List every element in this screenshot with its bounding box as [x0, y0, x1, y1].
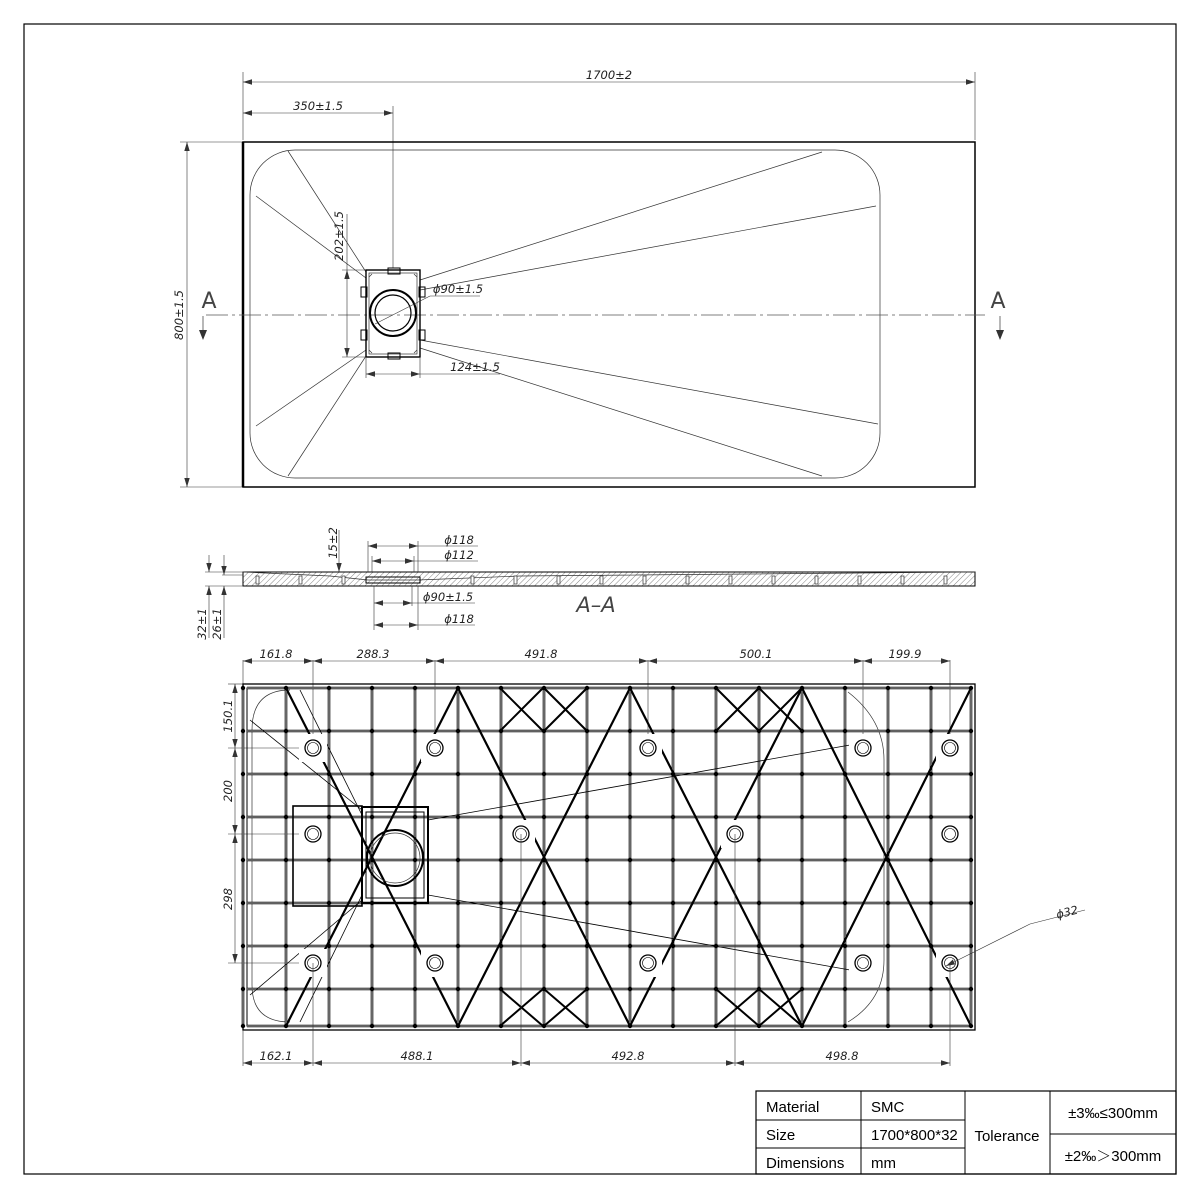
drain-offset-dim: 350±1.5	[293, 99, 343, 113]
rib-node	[757, 987, 761, 991]
bottom-dim-4: 498.8	[825, 1049, 859, 1063]
material-value: SMC	[871, 1099, 905, 1116]
overall-length-dim: 1700±2	[585, 68, 633, 82]
rib-node	[843, 1024, 847, 1028]
section-profile	[243, 572, 975, 586]
rib-node	[585, 858, 589, 862]
rib-node	[284, 944, 288, 948]
rib-node	[757, 901, 761, 905]
rib-node	[241, 1024, 245, 1028]
rib-node	[327, 901, 331, 905]
section-rib	[299, 576, 302, 584]
rib-node	[714, 944, 718, 948]
rib-node	[843, 944, 847, 948]
rib-node	[542, 729, 546, 733]
total-thickness-dim: 32±1	[195, 608, 209, 640]
underside-slope-line	[250, 900, 362, 995]
rib-node	[370, 987, 374, 991]
rib-node	[456, 944, 460, 948]
section-rib	[557, 576, 560, 584]
plan-view	[172, 68, 1006, 487]
rib-node	[671, 901, 675, 905]
rib-node	[886, 1024, 890, 1028]
rib-node	[284, 987, 288, 991]
rib-node	[800, 686, 804, 690]
rib-node	[327, 858, 331, 862]
rib-node	[757, 815, 761, 819]
rib-node	[800, 772, 804, 776]
rib-node	[456, 686, 460, 690]
rib-node	[284, 772, 288, 776]
rib-node	[327, 987, 331, 991]
rib-node	[370, 944, 374, 948]
rib-node	[714, 987, 718, 991]
rib-node	[585, 944, 589, 948]
rib-node	[843, 729, 847, 733]
rib-node	[929, 901, 933, 905]
rib-node	[499, 987, 503, 991]
rib-node	[413, 815, 417, 819]
rib-node	[714, 858, 718, 862]
base-thickness-dim: 26±1	[210, 608, 224, 640]
top-dim-4: 500.1	[739, 647, 773, 661]
rib-node	[714, 901, 718, 905]
rib-node	[456, 772, 460, 776]
size-value: 1700*800*32	[871, 1127, 958, 1144]
rib-node	[327, 772, 331, 776]
rib-node	[843, 772, 847, 776]
section-d118-bottom: ϕ118	[444, 612, 474, 626]
left-dim-1: 150.1	[221, 699, 235, 733]
section-view	[195, 527, 975, 640]
rib-node	[886, 858, 890, 862]
rib-node	[714, 686, 718, 690]
rib-node	[542, 772, 546, 776]
rib-node	[499, 815, 503, 819]
section-rib	[858, 576, 861, 584]
top-dim-5: 199.9	[888, 647, 922, 661]
rib-node	[241, 901, 245, 905]
rib-node	[241, 729, 245, 733]
bottom-dim-3: 492.8	[611, 1049, 645, 1063]
rib-node	[456, 901, 460, 905]
rib-node	[757, 858, 761, 862]
drain-assembly	[361, 268, 425, 359]
rib-node	[843, 987, 847, 991]
rib-node	[370, 815, 374, 819]
rib-node	[757, 944, 761, 948]
rib-node	[843, 686, 847, 690]
section-rib	[944, 576, 947, 584]
rib-node	[456, 987, 460, 991]
section-title: A–A	[576, 593, 616, 617]
rib-node	[413, 729, 417, 733]
rib-node	[800, 858, 804, 862]
rib-node	[929, 987, 933, 991]
bottom-view	[221, 647, 1085, 1066]
drain-box-width-dim: 124±1.5	[450, 360, 500, 374]
rib-node	[327, 1024, 331, 1028]
rib-node	[456, 815, 460, 819]
rib-node	[757, 729, 761, 733]
rib-node	[886, 686, 890, 690]
rib-node	[628, 686, 632, 690]
rib-node	[456, 858, 460, 862]
rib-node	[969, 815, 973, 819]
left-dim-2: 200	[221, 780, 235, 802]
rib-node	[843, 858, 847, 862]
rib-node	[969, 944, 973, 948]
rib-node	[542, 944, 546, 948]
rib-node	[499, 772, 503, 776]
rib-node	[241, 944, 245, 948]
rib-node	[499, 686, 503, 690]
top-dim-3: 491.8	[524, 647, 558, 661]
rib-node	[757, 772, 761, 776]
rib-node	[671, 858, 675, 862]
overall-width-dim: 800±1.5	[172, 290, 186, 340]
rib-node	[241, 772, 245, 776]
section-rib	[815, 576, 818, 584]
dimensions-label: Dimensions	[766, 1155, 845, 1172]
rib-node	[969, 858, 973, 862]
material-label: Material	[766, 1099, 820, 1116]
rib-node	[499, 729, 503, 733]
left-dim-3: 298	[221, 888, 235, 910]
rib-node	[929, 944, 933, 948]
rib-node	[628, 772, 632, 776]
drain-box-height-dim: 202±1.5	[332, 211, 346, 261]
section-rib	[514, 576, 517, 584]
rib-node	[456, 729, 460, 733]
rib-node	[969, 686, 973, 690]
support-holes	[299, 734, 964, 977]
section-d112: ϕ112	[444, 548, 474, 562]
hole-diameter-dim: ϕ32	[1054, 902, 1080, 922]
rib-node	[542, 815, 546, 819]
top-dim-2: 288.3	[356, 647, 390, 661]
slope-lines	[256, 151, 878, 476]
section-rib	[686, 576, 689, 584]
rib-node	[241, 686, 245, 690]
rib-node	[327, 729, 331, 733]
rib-node	[413, 772, 417, 776]
section-rib	[256, 576, 259, 584]
drain-depth-dim: 15±2	[326, 527, 340, 559]
rib-node	[671, 686, 675, 690]
rib-node	[671, 1024, 675, 1028]
rib-node	[542, 686, 546, 690]
rib-node	[628, 1024, 632, 1028]
rib-node	[542, 1024, 546, 1028]
section-mark-left: A	[201, 289, 217, 314]
rib-node	[671, 987, 675, 991]
rib-node	[800, 729, 804, 733]
rib-node	[714, 815, 718, 819]
section-rib	[729, 576, 732, 584]
rib-node	[370, 686, 374, 690]
rib-node	[413, 944, 417, 948]
rib-node	[886, 772, 890, 776]
rib-node	[843, 815, 847, 819]
rib-node	[585, 987, 589, 991]
rib-node	[757, 1024, 761, 1028]
rib-node	[886, 815, 890, 819]
rib-node	[886, 987, 890, 991]
rib-node	[413, 1024, 417, 1028]
rib-node	[241, 815, 245, 819]
dimensions-value: mm	[871, 1155, 896, 1172]
rib-node	[886, 729, 890, 733]
rib-node	[284, 901, 288, 905]
section-d118-top: ϕ118	[444, 533, 474, 547]
title-block	[756, 1091, 1176, 1174]
rib-node	[757, 686, 761, 690]
rib-node	[499, 944, 503, 948]
rib-node	[241, 987, 245, 991]
size-label: Size	[766, 1127, 796, 1144]
rib-node	[542, 901, 546, 905]
rib-node	[327, 686, 331, 690]
rib-node	[969, 1024, 973, 1028]
rib-node	[843, 901, 847, 905]
rib-node	[714, 772, 718, 776]
tolerance-large: ±2‰＞300mm	[1064, 1148, 1162, 1165]
rib-node	[456, 1024, 460, 1028]
rib-node	[671, 944, 675, 948]
bottom-dim-2: 488.1	[400, 1049, 434, 1063]
rib-node	[499, 1024, 503, 1028]
rib-node	[929, 772, 933, 776]
rib-node	[929, 686, 933, 690]
tolerance-small: ±3‰≤300mm	[1068, 1105, 1158, 1122]
rib-node	[585, 686, 589, 690]
rib-node	[628, 729, 632, 733]
section-rib	[342, 576, 345, 584]
rib-node	[499, 858, 503, 862]
rib-node	[969, 901, 973, 905]
rib-node	[284, 815, 288, 819]
rib-node	[284, 729, 288, 733]
rib-node	[929, 729, 933, 733]
rib-node	[886, 901, 890, 905]
rib-node	[969, 729, 973, 733]
rib-node	[327, 815, 331, 819]
rib-node	[929, 1024, 933, 1028]
rib-node	[800, 901, 804, 905]
tray-outline	[243, 142, 975, 487]
underside-slope-line	[250, 720, 362, 810]
rib-node	[585, 901, 589, 905]
section-rib	[901, 576, 904, 584]
top-dim-1: 161.8	[259, 647, 293, 661]
rib-node	[886, 944, 890, 948]
section-rib	[600, 576, 603, 584]
rib-node	[585, 815, 589, 819]
rib-node	[671, 815, 675, 819]
rib-node	[413, 686, 417, 690]
rib-node	[929, 858, 933, 862]
rib-node	[284, 686, 288, 690]
rib-node	[800, 987, 804, 991]
bottom-dim-1: 162.1	[259, 1049, 293, 1063]
rib-node	[969, 987, 973, 991]
rib-node	[413, 987, 417, 991]
rib-node	[327, 944, 331, 948]
rib-node	[284, 1024, 288, 1028]
rib-node	[800, 815, 804, 819]
section-mark-right: A	[990, 289, 1006, 314]
rib-node	[241, 858, 245, 862]
rib-node	[628, 944, 632, 948]
rib-node	[628, 987, 632, 991]
section-rib	[471, 576, 474, 584]
rib-node	[929, 815, 933, 819]
rib-node	[370, 772, 374, 776]
drain-diameter-dim: ϕ90±1.5	[432, 282, 484, 296]
rib-node	[370, 729, 374, 733]
rib-node	[370, 1024, 374, 1028]
rib-node	[671, 729, 675, 733]
rib-node	[585, 772, 589, 776]
rib-node	[714, 1024, 718, 1028]
rib-node	[628, 901, 632, 905]
rib-node	[499, 901, 503, 905]
section-rib	[643, 576, 646, 584]
rib-node	[671, 772, 675, 776]
rib-node	[800, 944, 804, 948]
tray-basin	[250, 150, 880, 478]
rib-node	[628, 815, 632, 819]
rib-node	[800, 1024, 804, 1028]
rib-node	[585, 1024, 589, 1028]
rib-node	[714, 729, 718, 733]
rib-node	[284, 858, 288, 862]
rib-node	[542, 987, 546, 991]
section-rib	[772, 576, 775, 584]
section-d90: ϕ90±1.5	[422, 590, 474, 604]
rib-node	[542, 858, 546, 862]
rib-node	[969, 772, 973, 776]
rib-node	[413, 858, 417, 862]
rib-node	[628, 858, 632, 862]
rib-node	[585, 729, 589, 733]
tolerance-label: Tolerance	[974, 1128, 1040, 1145]
